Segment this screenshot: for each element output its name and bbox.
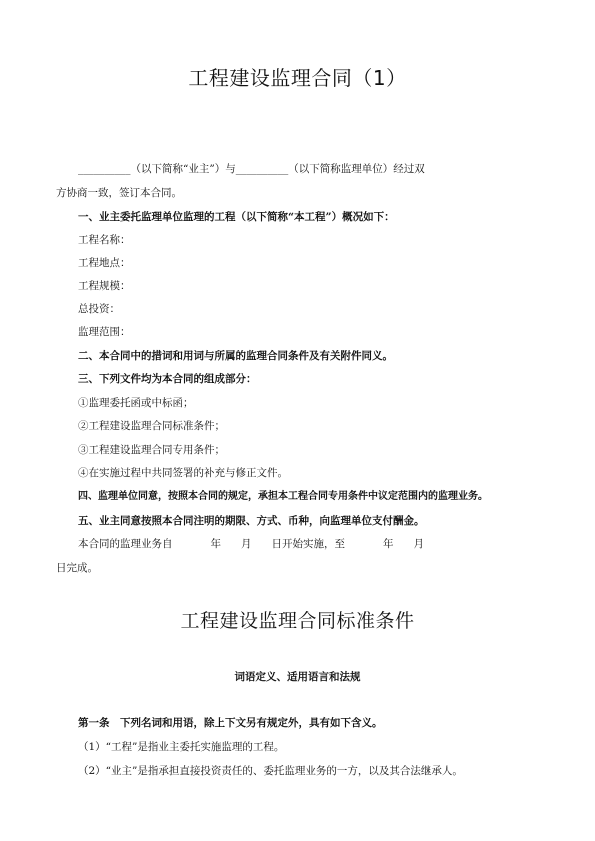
doc-list-item: ④在实施过程中共同签署的补充与修正文件。	[78, 467, 288, 479]
period-year-1: 年	[210, 538, 221, 550]
period-mid: 日开始实施，至	[271, 538, 345, 550]
period-month-1: 月	[241, 538, 252, 550]
period-year-2: 年	[383, 538, 394, 550]
period-month-2: 月	[413, 538, 424, 550]
clause-3: 三、下列文件均为本合同的组成部分：	[78, 373, 257, 385]
clause-4: 四、监理单位同意，按照本合同的规定，承担本工程合同专用条件中议定范围内的监理业务。	[78, 491, 488, 502]
field-total-investment: 总投资：	[78, 303, 120, 315]
period-line	[78, 537, 424, 551]
doc-list-item: ②工程建设监理合同标准条件；	[78, 420, 225, 432]
period-end: 日完成。	[56, 562, 98, 574]
definition-item: （2）“业主”是指承担直接投资责任的、委托监理业务的一方，以及其合法继承人。	[78, 765, 463, 777]
clause-5: 五、业主同意按照本合同注明的期限、方式、币种，向监理单位支付酬金。	[78, 515, 425, 527]
field-project-location: 工程地点：	[78, 257, 131, 269]
doc-list-item: ①监理委托函或中标函；	[78, 397, 194, 409]
doc-list-item: ③工程建设监理合同专用条件；	[78, 444, 225, 456]
section-subtitle: 词语定义、适用语言和法规	[234, 671, 361, 683]
section-title: 工程建设监理合同标准条件	[180, 610, 415, 632]
field-supervision-scope: 监理范围：	[78, 326, 131, 338]
field-project-scale: 工程规模：	[78, 280, 131, 292]
intro-line-1: __________（以下简称“业主”）与__________（以下简称监理单位）经过双	[78, 163, 425, 175]
clause-2: 二、本合同中的措词和用词与所属的监理合同条件及有关附件同义。	[78, 350, 393, 362]
definition-item: （1）“工程”是指业主委托实施监理的工程。	[78, 741, 285, 753]
article-1: 第一条 下列名词和用语，除上下文另有规定外，具有如下含义。	[78, 717, 383, 729]
clause-1: 一、业主委托监理单位监理的工程（以下简称“本工程”）概况如下：	[78, 211, 395, 223]
field-project-name: 工程名称：	[78, 234, 131, 246]
intro-line-2: 方协商一致，签订本合同。	[56, 187, 182, 199]
document-title: 工程建设监理合同（1）	[188, 66, 407, 90]
period-prefix: 本合同的监理业务自	[78, 538, 173, 550]
